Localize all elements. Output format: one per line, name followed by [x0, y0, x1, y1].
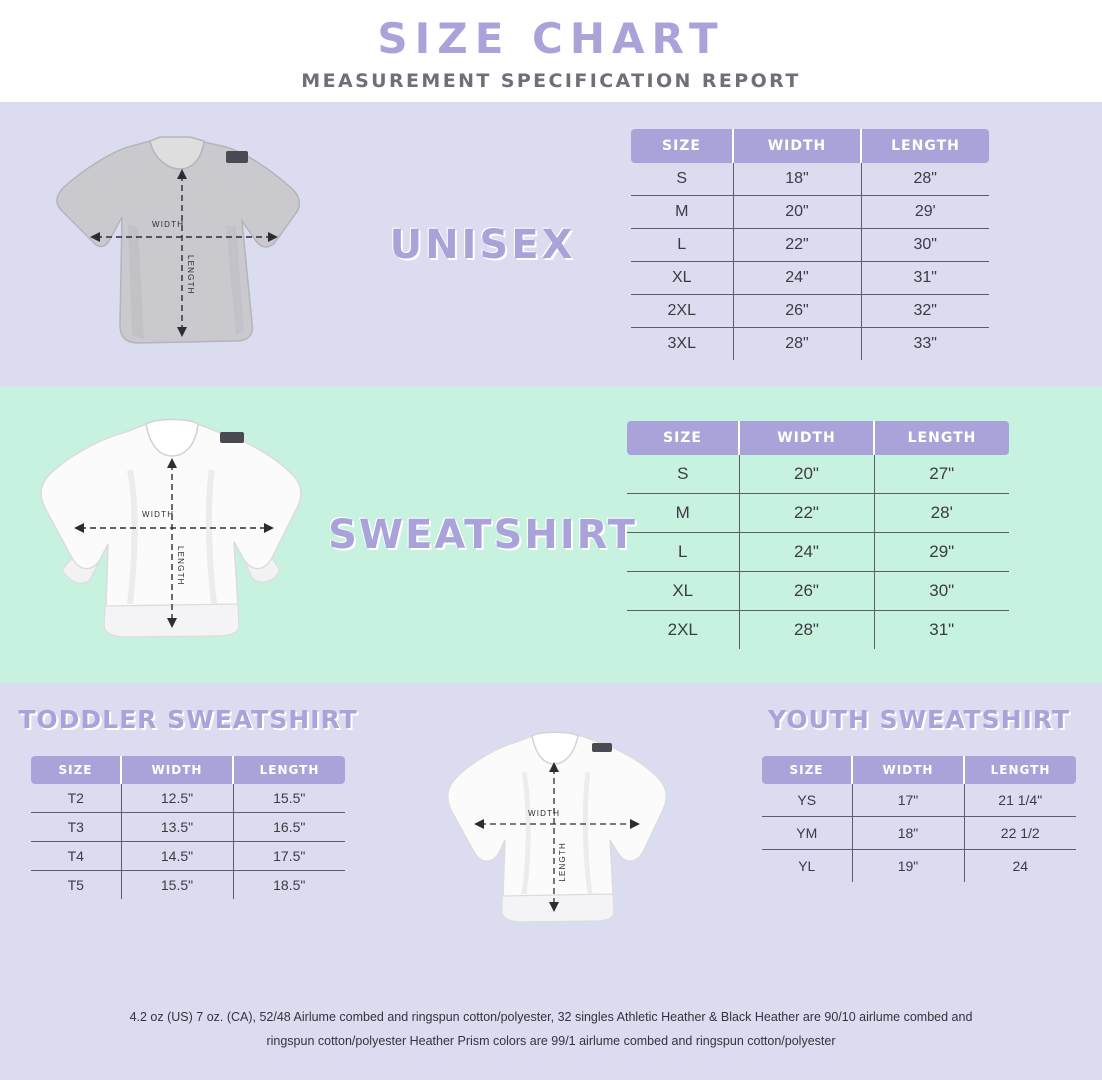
cell-width: 13.5" [121, 813, 233, 842]
cell-length: 32" [861, 295, 989, 328]
table-row [31, 813, 345, 842]
table-row [762, 817, 1076, 850]
cell-size: YL [762, 850, 852, 883]
cell-size: T4 [31, 842, 121, 871]
unisex-width-label: WIDTH [152, 219, 185, 229]
cell-length: 28' [874, 494, 1009, 533]
section-kids [0, 683, 1102, 980]
cell-width: 26" [733, 295, 861, 328]
col-width: WIDTH [739, 421, 874, 455]
toddler-size-table [31, 756, 345, 899]
youth-size-table [762, 756, 1076, 882]
table-header-row [31, 756, 345, 784]
cell-length: 28" [861, 163, 989, 196]
sweatshirt-garment-image [0, 387, 340, 683]
section-unisex [0, 102, 1102, 387]
col-width: WIDTH [121, 756, 233, 784]
cell-width: 22" [733, 229, 861, 262]
footer-line-1: 4.2 oz (US) 7 oz. (CA), 52/48 Airlume combed and ringspun cotton/polyester, 32 singles Athletic Heather & Black Heather are 90/10 airlume combed and [129, 1010, 973, 1025]
cell-width: 28" [739, 611, 874, 650]
sweatshirt-table-wrap [627, 421, 1009, 649]
col-length: LENGTH [964, 756, 1076, 784]
cell-length: 27" [874, 455, 1009, 494]
cell-width: 15.5" [121, 871, 233, 900]
table-header-row [627, 421, 1009, 455]
col-size: SIZE [627, 421, 739, 455]
cell-size: 3XL [631, 328, 733, 361]
col-size: SIZE [631, 129, 733, 163]
cell-length: 21 1/4" [964, 784, 1076, 817]
youth-column [736, 683, 1102, 980]
table-row [631, 163, 989, 196]
sweatshirt-icon [30, 410, 310, 660]
cell-length: 31" [929, 620, 955, 639]
footer-note [0, 980, 1102, 1080]
cell-width: 18" [733, 163, 861, 196]
unisex-garment-image [0, 102, 340, 387]
table-row [31, 842, 345, 871]
cell-size: T3 [31, 813, 121, 842]
col-length: LENGTH [874, 421, 1009, 455]
cell-length: 18.5" [273, 877, 306, 893]
col-size: SIZE [762, 756, 852, 784]
cell-size: 2XL [631, 295, 733, 328]
cell-length: 31" [861, 262, 989, 295]
unisex-table-wrap [631, 129, 989, 360]
unisex-section-title: UNISEX [389, 221, 576, 268]
cell-length: 24 [1012, 858, 1029, 874]
table-row [631, 262, 989, 295]
table-row [31, 784, 345, 813]
cell-width: 14.5" [121, 842, 233, 871]
cell-length: 29' [861, 196, 989, 229]
cell-length: 33" [913, 335, 937, 352]
table-row [631, 328, 989, 361]
kids-garment-image [366, 683, 736, 980]
page-header [0, 0, 1102, 102]
kids-length-label: LENGTH [558, 842, 567, 882]
sweatshirt-length-label: LENGTH [176, 546, 185, 586]
cell-length: 22 1/2 [964, 817, 1076, 850]
section-sweatshirt [0, 387, 1102, 683]
table-row [631, 229, 989, 262]
cell-size: T5 [31, 871, 121, 900]
toddler-section-title: TODDLER SWEATSHIRT [18, 705, 358, 734]
cell-size: 2XL [627, 611, 739, 650]
table-header-row [762, 756, 1076, 784]
youth-section-title: YOUTH SWEATSHIRT [768, 705, 1070, 734]
cell-size: XL [627, 572, 739, 611]
cell-width: 19" [852, 850, 964, 883]
table-row [762, 784, 1076, 817]
table-row [627, 611, 1009, 650]
table-row [627, 533, 1009, 572]
cell-size: S [627, 455, 739, 494]
cell-length: 15.5" [233, 784, 345, 813]
cell-width: 26" [739, 572, 874, 611]
cell-width: 24" [733, 262, 861, 295]
sweatshirt-width-label: WIDTH [142, 510, 175, 519]
cell-size: YM [762, 817, 852, 850]
table-row [627, 572, 1009, 611]
table-header-row [631, 129, 989, 163]
cell-width: 22" [739, 494, 874, 533]
sweatshirt-size-table [627, 421, 1009, 649]
table-row [31, 871, 345, 900]
kids-sweatshirt-icon [436, 724, 666, 939]
cell-size: YS [762, 784, 852, 817]
col-length: LENGTH [233, 756, 345, 784]
unisex-length-label: LENGTH [186, 254, 195, 295]
footer-line-2: ringspun cotton/polyester Heather Prism colors are 99/1 airlume combed and ringspun cotton/polyester [266, 1034, 836, 1048]
toddler-column [0, 683, 366, 980]
cell-length: 17.5" [233, 842, 345, 871]
cell-width: 20" [733, 196, 861, 229]
col-width: WIDTH [852, 756, 964, 784]
cell-size: M [627, 494, 739, 533]
kids-width-label: WIDTH [528, 809, 561, 818]
col-length: LENGTH [861, 129, 989, 163]
col-size: SIZE [31, 756, 121, 784]
cell-length: 16.5" [233, 813, 345, 842]
cell-width: 20" [739, 455, 874, 494]
cell-width: 17" [852, 784, 964, 817]
cell-width: 18" [852, 817, 964, 850]
cell-length: 30" [874, 572, 1009, 611]
cell-length: 30" [861, 229, 989, 262]
table-row [631, 295, 989, 328]
table-row [762, 850, 1076, 883]
page-subtitle: MEASUREMENT SPECIFICATION REPORT [301, 70, 801, 92]
cell-size: T2 [31, 784, 121, 813]
cell-size: L [627, 533, 739, 572]
cell-size: XL [631, 262, 733, 295]
unisex-size-table [631, 129, 989, 360]
page-title: SIZE CHART [377, 14, 725, 63]
col-width: WIDTH [733, 129, 861, 163]
tshirt-icon [40, 125, 300, 365]
cell-width: 28" [733, 328, 861, 361]
cell-size: M [631, 196, 733, 229]
table-row [631, 196, 989, 229]
cell-size: S [631, 163, 733, 196]
cell-size: L [631, 229, 733, 262]
cell-width: 24" [739, 533, 874, 572]
sweatshirt-section-title: SWEATSHIRT [328, 512, 637, 558]
table-row [627, 455, 1009, 494]
table-row [627, 494, 1009, 533]
cell-width: 12.5" [121, 784, 233, 813]
cell-length: 29" [874, 533, 1009, 572]
